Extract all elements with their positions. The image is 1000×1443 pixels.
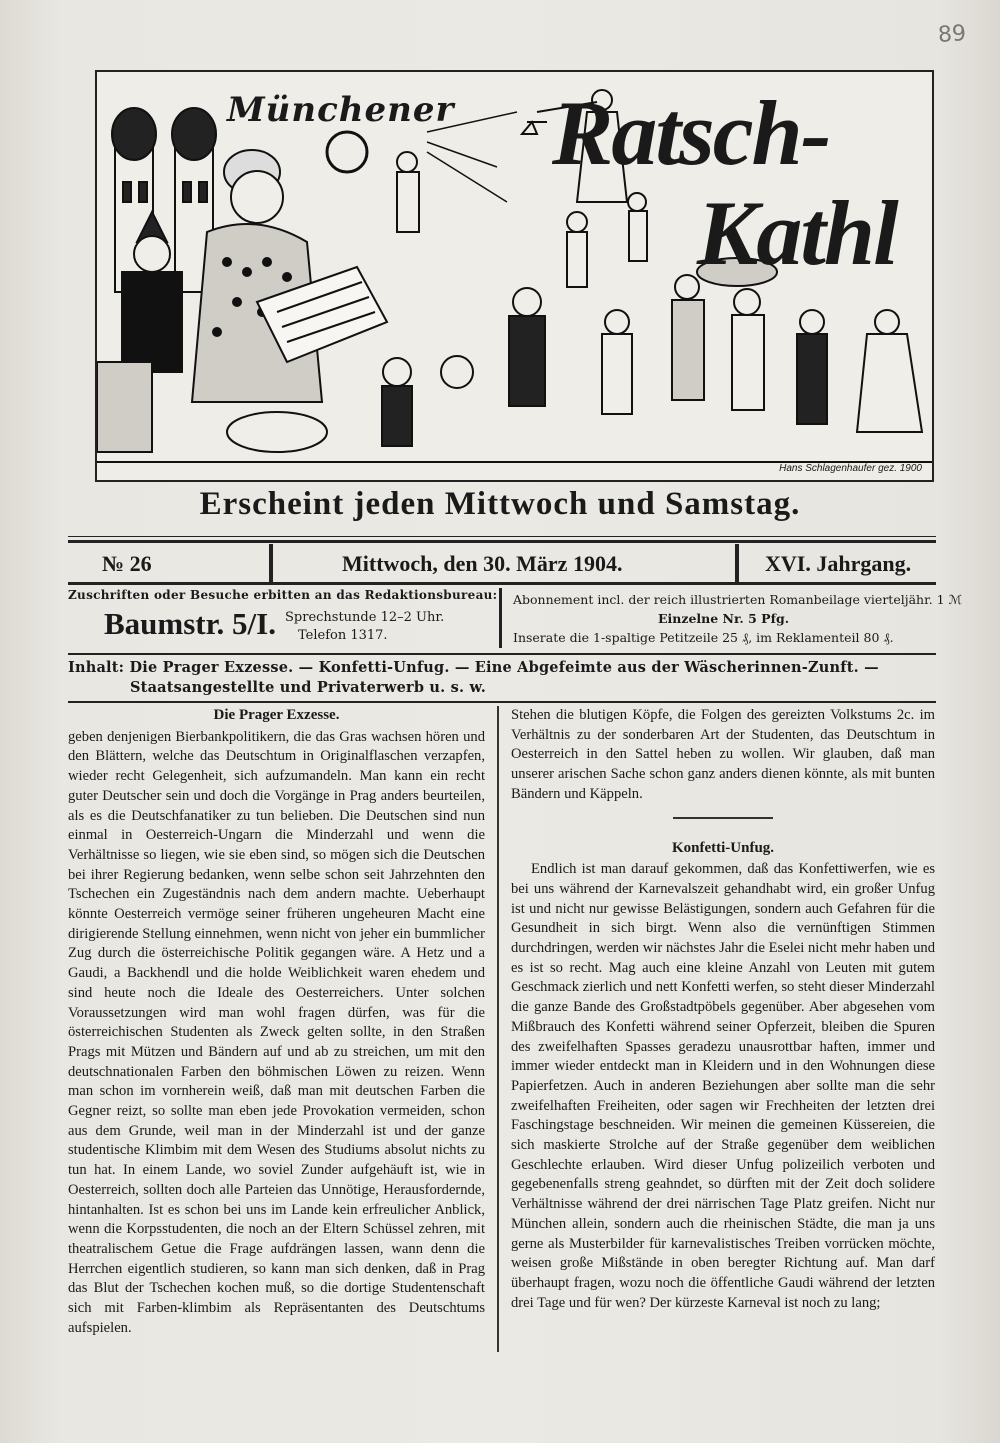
subscription-price: Abonnement incl. der reich illustrierten Romanbeilage vierteljähr. 1 ℳ [513, 592, 962, 607]
editorial-address: Baumstr. 5/I. [104, 606, 276, 641]
dateline-divider-left [269, 544, 273, 582]
ratsch-kathl-figure [192, 132, 387, 402]
volume-year: XVI. Jahrgang. [765, 551, 912, 576]
column-left [68, 706, 485, 1339]
masthead-illustration [95, 70, 934, 482]
info-divider [499, 588, 502, 648]
page-number: 89 [937, 21, 967, 48]
top-rule-thick [68, 540, 936, 543]
article-title-confetti: Konfetti-Unfug. [671, 839, 775, 856]
publication-schedule: Erscheint jeden Mittwoch und Samstag. [199, 486, 801, 522]
top-rule-thin [68, 536, 936, 537]
column-divider [497, 706, 499, 1352]
mid-rule-thick [68, 582, 936, 585]
telephone: Telefon 1317. [298, 628, 388, 643]
issue-number: № 26 [102, 551, 152, 576]
article-separator [673, 817, 773, 819]
table-of-contents [68, 658, 938, 698]
office-hours: Sprechstunde 12–2 Uhr. [285, 610, 445, 625]
artist-signature: Hans Schlagenhaufer gez. 1900 [779, 463, 922, 474]
masthead-small-title: Münchener [227, 90, 455, 130]
article-body-confetti: Endlich ist man darauf gekommen, daß das Konfettiwerfen, wie es bei uns während der Karnevalszeit gehandhabt wird, ein großer Unfug ist und nicht nur gewisse Belästigungen, sondern auch Gefahren für die Gesundheit in sich birgt. Wenn also die vernünftigen Stimmen durchdringen, werden wir nächstes Jahr die Eselei nicht mehr haben und es ist so recht. Mag auch eine kleine Anzahl von Leuten mit gutem Geschmack zierlich und nett Konfetti werfen, so steht dieser Minderzahl die ganze Bande des Großstadtpöbels gegenüber. Aber abgesehen vom Mißbrauch des Konfetti während seiner Opferzeit, bleiben die Spuren des zweifelhaften Spasses geradezu unausrottbar haften, immer und immer wieder entdeckt man in Kleidern und in den Wohnungen diese Papierfetzen. Auch in anderen Beziehungen aber sollte man die sehr zweifelhaften Freiheiten, oder sagen wir Frechheiten der letzten drei Faschingstage beschneiden. Wir meinen die gemeinen Küssereien, die sich maskierte Strolche auf der Straße gegenüber dem weiblichen Geschlechte erlauben. Wird dieser Unfug polizeilich verboten und gegebenenfalls streng geahndet, so dürften mit der Zeit doch solidere Verhältnisse während der drei närrischen Tage Platz greifen. Nicht nur München allein, sondern auch die rheinischen Städte, die man ja uns gerne als Musterbilder für karnevalistisches Treiben vorrücken möchte, weisen große Mißstände in oben beregter Richtung auf. Man darf überhaupt fragen, wozu noch die öffentliche Gaudi während der letzten drei Tage und für wen? Der kürzeste Karneval ist noch zu lang; [511, 861, 935, 1311]
column-right [511, 706, 935, 1313]
contents-line-2: Staatsangestellte und Privaterwerb u. s. w. [130, 679, 487, 696]
pricing-info [513, 590, 962, 647]
info-bottom-rule [68, 653, 936, 655]
article-body-prague: geben denjenigen Bierbankpolitikern, die das Gras wachsen hören und den Blättern, welche das Deutschtum in Originalflaschen verzapfen, wieder recht Gelegenheit, sich aufzumandeln. Man kann ein recht guter Deutscher sein und doch die Vorgänge in Prag anders beurteilen, als es die Deutschfanatiker zu tun belieben. Die Deutschen sind nun einmal in Oesterreich-Ungarn die Minderzahl und wenn die Verhältnisse so liegen, wie sie eben sind, so mögen sich die Deutschen bei ihrer Regierung bedanken, wenn selbe schon seit Jahrzehnten den Tschechen ein Zugeständnis nach dem andern machte. Ueberhaupt könnte Oesterreich vermöge seiner früheren ungeheuren Macht eine dirigierende Stellung einnehmen, wenn nicht von jeher ein bummlicher Zug durch die österreichische Politik gegangen wäre. A Hetz und a Gaudi, a Backhendl und die holde Weiblichkeit waren ehedem und sind heute noch die Ideale des Oesterreichers. Unter solchen Voraussetzungen wird man wohl fragen dürfen, was für die österreichischen Studenten als Zweck gelten sollte, in den Straßen Prags mit Mützen und Bändern auf und ab zu streichen, um mit den deutschnationalen Farben den böhmischen Löwen zu reizen. Wenn man schon im vornherein weiß, daß man mit deutschen Farben die Gegner reizt, so sollte man eben jede Provokation vermeiden, schon aus dem Grunde, weil man in der Minderzahl ist und der ganze studentische Klimbim mit dem Wesen des Studiums absolut nichts zu tun hat. In einem Lande, wo soviel Zunder aufgehäuft ist, wie in Oesterreich, sollten doch alle Parteien das Unnötige, Herausfordernde, hintanhalten. Ist es schon bei uns im Lande kein erfreulicher Anblick, wenn die Korpsstudenten, die noch an der Eltern Schüssel zehren, mit theatralischem Getue die Frage aufdrängen lassen, wann denn die Herrchen eigentlich studieren, so kann man sich denken, daß in Prag das Blut der Tschechen kochen muß, so die dortige Studentenschaft sich mit Farben-klimbim als Repräsentanten des Deutschtums aufspielen. [68, 728, 485, 1336]
masthead-title-line1: Ratsch- [552, 82, 830, 184]
contents-line-1: Inhalt: Die Prager Exzesse. — Konfetti-Unfug. — Eine Abgefeimte aus der Wäscherinnen-Zunft. — [68, 659, 879, 676]
dateline-divider-right [735, 544, 739, 582]
article-title-prague: Die Prager Exzesse. [213, 707, 340, 723]
contents-bottom-rule [68, 701, 936, 703]
editorial-notice: Zuschriften oder Besuche erbitten an das Redaktionsbureau: [68, 588, 498, 602]
issue-date: Mittwoch, den 30. März 1904. [342, 551, 623, 576]
single-copy-price: Einzelne Nr. 5 Pfg. [658, 611, 790, 626]
masthead-title-line2: Kathl [697, 182, 897, 284]
article-body-prague-continued: Stehen die blutigen Köpfe, die Folgen des gereizten Volkstums 2c. im Verhältnis zu der sonderbaren Art der Studenten, das Deutschtum in Oesterreich in den Sattel heben zu wollen. Wir glauben, daß man unserer arischen Sache schon ganz anders dienen könnte, als mit bunten Bändern und Käppeln. [511, 707, 935, 802]
advertising-rates: Inserate die 1-spaltige Petitzeile 25 ₰, im Reklamenteil 80 ₰. [513, 630, 894, 645]
